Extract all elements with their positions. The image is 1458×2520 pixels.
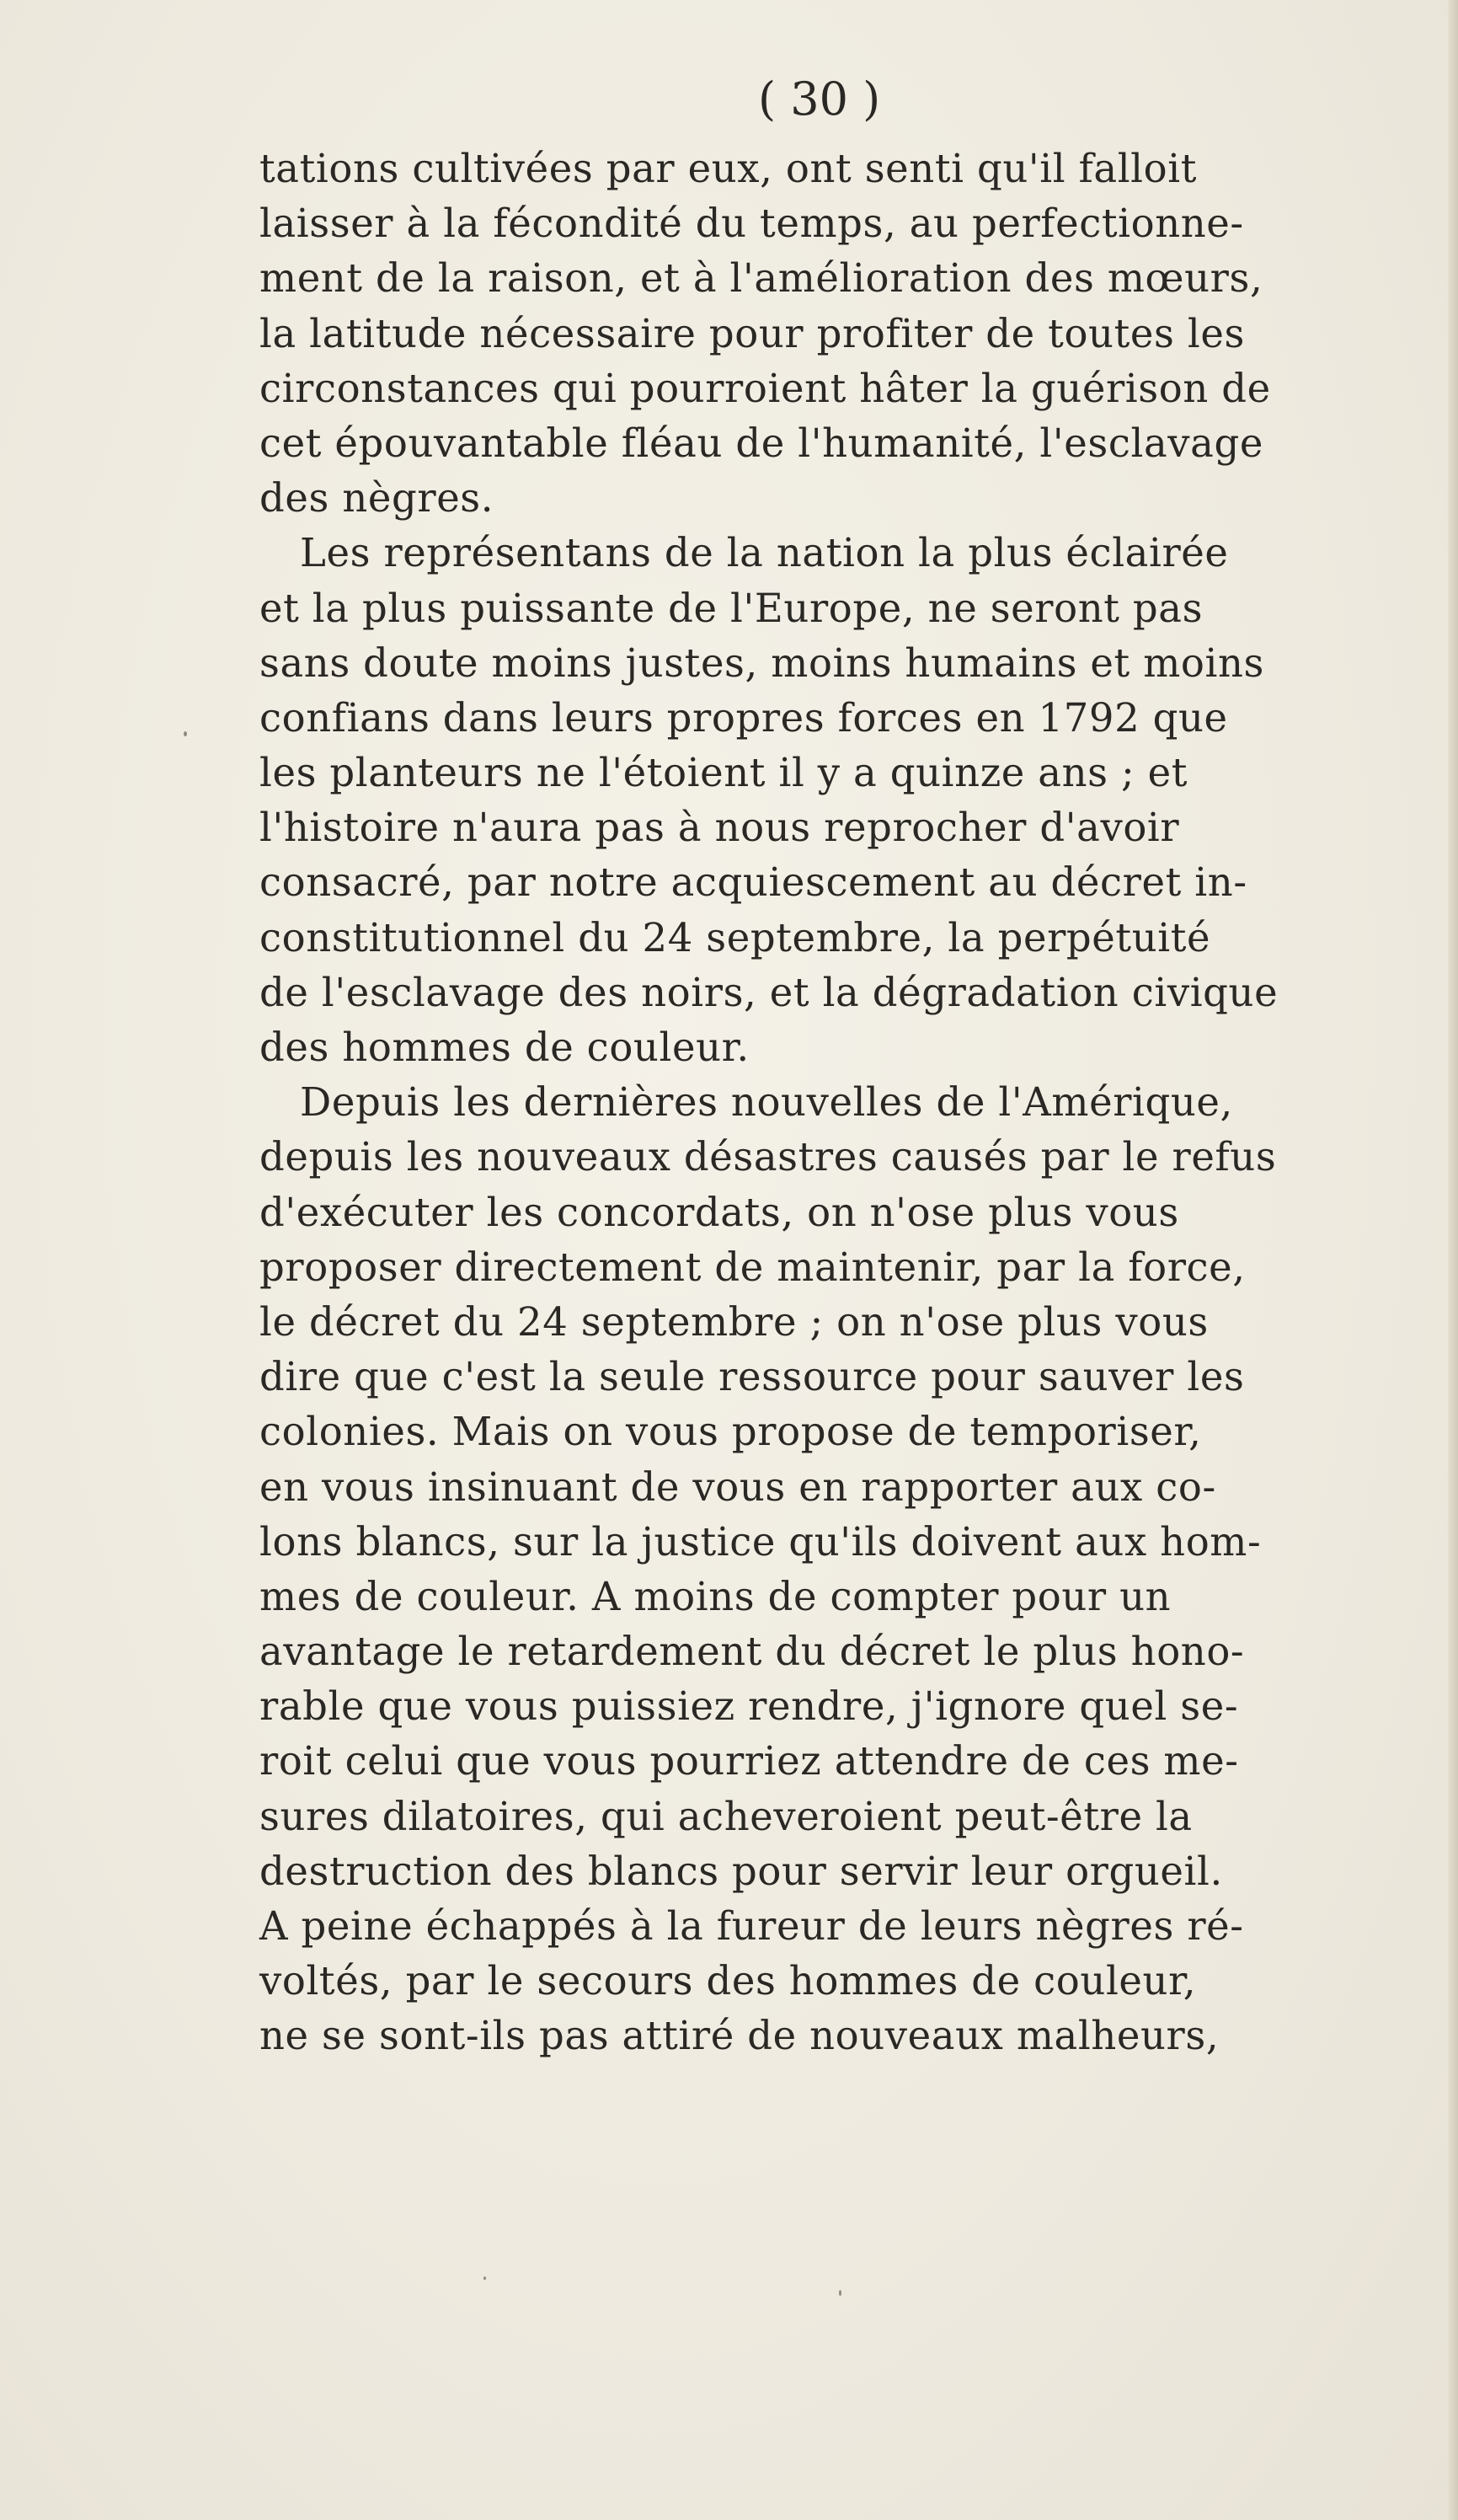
text-line: les planteurs ne l'étoient il y a quinze ans ; et (259, 750, 1188, 796)
text-line: voltés, par le secours des hommes de couleur, (259, 1958, 1197, 2004)
text-line: constitutionnel du 24 septembre, la perpétuité (259, 914, 1211, 960)
text-line: colonies. Mais on vous propose de temporiser, (259, 1409, 1202, 1455)
page-edge (1448, 0, 1458, 2520)
page-number: ( 30 ) (758, 72, 881, 126)
text-line: des hommes de couleur. (259, 1025, 750, 1070)
paper-speck (483, 2277, 486, 2280)
paper-speck (839, 2290, 841, 2296)
text-line: cet épouvantable fléau de l'humanité, l'esclavage (259, 420, 1263, 466)
text-line: mes de couleur. A moins de compter pour un (259, 1573, 1172, 1619)
text-line: depuis les nouveaux désastres causés par le refus (259, 1134, 1277, 1180)
text-line: roit celui que vous pourriez attendre de ces me- (259, 1738, 1239, 1784)
text-line: rable que vous puissiez rendre, j'ignore quel se- (259, 1683, 1239, 1730)
text-line: de l'esclavage des noirs, et la dégradation civique (259, 969, 1279, 1015)
text-line: d'exécuter les concordats, on n'ose plus vous (259, 1189, 1179, 1235)
text-line: et la plus puissante de l'Europe, ne seront pas (259, 585, 1204, 631)
text-line: proposer directement de maintenir, par la force, (259, 1244, 1246, 1290)
text-line: confians dans leurs propres forces en 1792 que (259, 694, 1228, 741)
text-line: Depuis les dernières nouvelles de l'Amérique, (300, 1079, 1233, 1126)
text-line: la latitude nécessaire pour profiter de toutes les (259, 310, 1245, 356)
text-line: sures dilatoires, qui acheveroient peut-être la (259, 1793, 1193, 1839)
paper-speck (184, 731, 187, 736)
text-line: A peine échappés à la fureur de leurs nègres ré- (259, 1903, 1244, 1949)
text-line: le décret du 24 septembre ; on n'ose plus vous (259, 1298, 1209, 1345)
text-line: sans doute moins justes, moins humains et moins (259, 639, 1264, 686)
text-line: des nègres. (259, 475, 494, 522)
text-line: lons blancs, sur la justice qu'ils doivent aux hom- (259, 1518, 1262, 1565)
text-line: ment de la raison, et à l'amélioration des mœurs, (259, 255, 1263, 302)
text-line: l'histoire n'aura pas à nous reprocher d'avoir (259, 805, 1180, 851)
text-line: Les représentans de la nation la plus éclairée (300, 530, 1229, 576)
text-line: en vous insinuant de vous en rapporter aux co- (259, 1463, 1216, 1510)
body-text (259, 142, 1439, 2064)
text-line: tations cultivées par eux, ont senti qu'il falloit (259, 146, 1198, 191)
text-line: dire que c'est la seule ressource pour sauver les (259, 1354, 1245, 1400)
text-line: avantage le retardement du décret le plus hono- (259, 1629, 1245, 1675)
text-line: destruction des blancs pour servir leur orgueil. (259, 1848, 1223, 1894)
text-line: laisser à la fécondité du temps, au perfectionne- (259, 201, 1244, 247)
text-line: consacré, par notre acquiescement au décret in- (259, 859, 1247, 906)
text-line: circonstances qui pourroient hâter la guérison de (259, 365, 1271, 411)
text-line: ne se sont-ils pas attiré de nouveaux malheurs, (259, 2013, 1220, 2059)
